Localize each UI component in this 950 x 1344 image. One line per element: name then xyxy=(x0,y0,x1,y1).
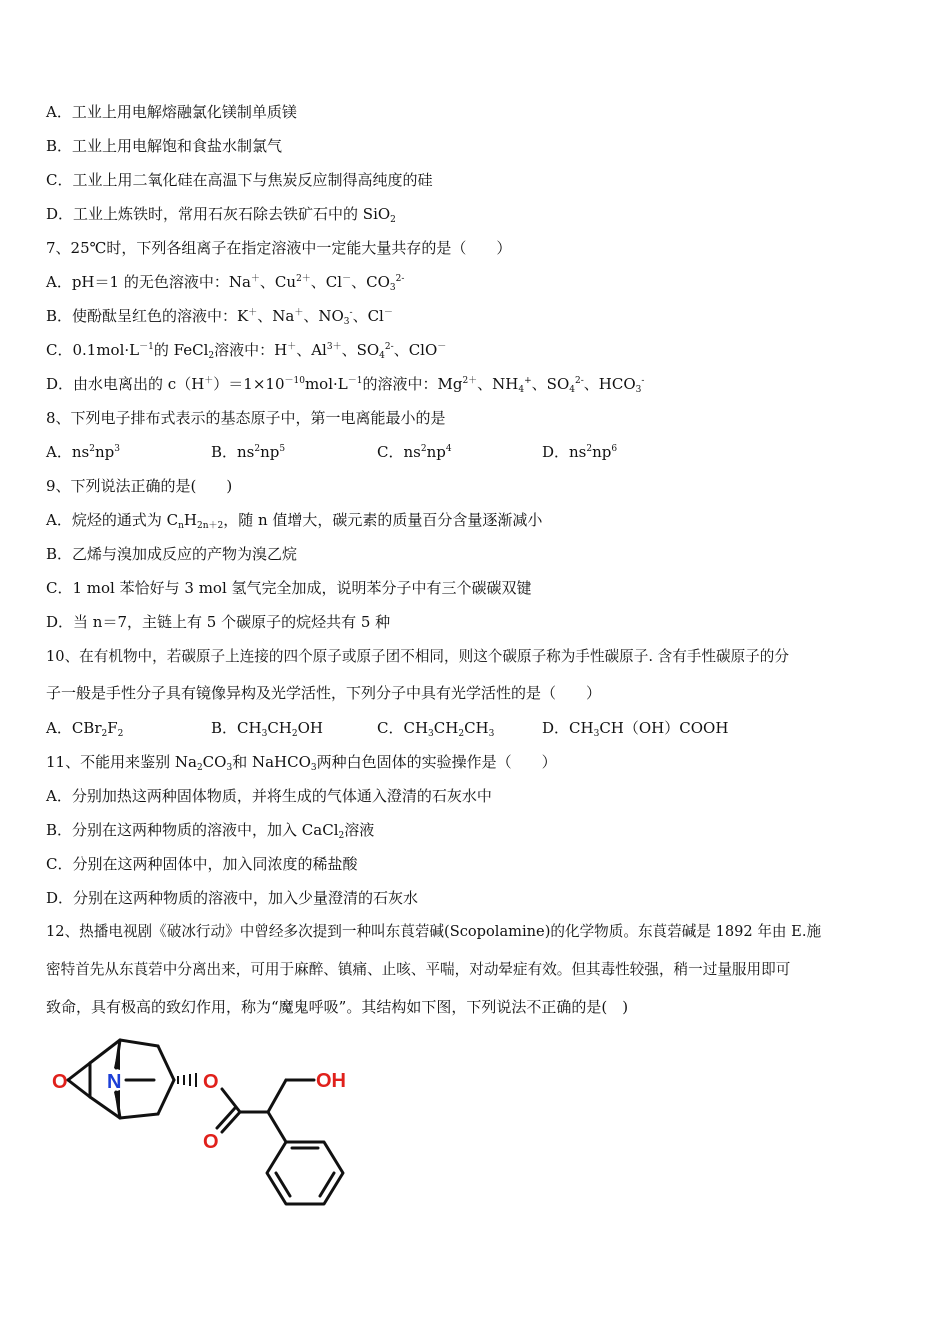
q12-stem-line1: 12、热播电视剧《破冰行动》中曾经多次提到一种叫东莨菪碱(Scopolamine)的化学物质。东莨菪碱是 1892 年由 E.施 xyxy=(46,923,822,940)
q11-option-d: D．分别在这两种物质的溶液中，加入少量澄清的石灰水 xyxy=(46,889,419,907)
hydroxyl-label: OH xyxy=(316,1070,346,1092)
q6-option-b: B．工业上用电解饱和食盐水制氯气 xyxy=(46,137,283,155)
q7-option-b: B．使酚酞呈红色的溶液中：K＋、Na＋、$NO_3^-$、Cl－ xyxy=(46,307,393,327)
q9-option-a: A．烷烃的通式为 $C_nH_{2n+2}$，随 n 值增大，碳元素的质量百分含量逐渐减小 xyxy=(46,511,543,531)
q11-option-b: B．分别在这两种物质的溶液中，加入 CaCl$_2$溶液 xyxy=(46,821,375,841)
ester-oxygen-label: O xyxy=(203,1071,219,1093)
q10-option-a: A．$CBr_2F_2$ xyxy=(46,719,124,739)
q7-option-d: D．由水电离出的 $c(H^+)=1\times 10^{-10}mol\cdot L^{-1}$的溶液中：$Mg^{2+}$、$NH_4^+$、$SO_4^{2-}$、$HCO_3^-$ xyxy=(46,375,645,395)
q6-option-c: C．工业上用二氧化硅在高温下与焦炭反应制得高纯度的硅 xyxy=(46,171,433,189)
q10-stem-line1: 10、在有机物中，若碳原子上连接的四个原子或原子团不相同，则这个碳原子称为手性碳原子. 含有手性碳原子的分 xyxy=(46,648,789,665)
q8-option-d: D．$ns^2np^6$ xyxy=(542,443,618,461)
q12-stem-line3: 致命，具有极高的致幻作用，称为“魔鬼呼吸”。其结构如下图，下列说法不正确的是( ) xyxy=(46,998,629,1016)
q8-option-a: A．$ns^2np^3$ xyxy=(46,443,120,461)
q10-option-c: C．$CH_3CH_2CH_3$ xyxy=(377,719,495,739)
q7-stem: 7、25℃时，下列各组离子在指定溶液中一定能大量共存的是（ ） xyxy=(46,239,512,257)
q11-option-c: C．分别在这两种固体中，加入同浓度的稀盐酸 xyxy=(46,855,358,873)
q10-option-b: B．$CH_3CH_2OH$ xyxy=(211,719,324,739)
q9-option-d: D．当 n＝7，主链上有 5 个碳原子的烷烃共有 5 种 xyxy=(46,613,391,631)
q10-stem-line2: 子一般是手性分子具有镜像异构及光学活性，下列分子中具有光学活性的是（ ） xyxy=(46,684,602,702)
nitrogen-label: N xyxy=(107,1071,122,1093)
q11-option-a: A．分别加热这两种固体物质，并将生成的气体通入澄清的石灰水中 xyxy=(46,787,492,805)
epoxide-oxygen-label: O xyxy=(52,1071,68,1093)
q12-stem-line2: 密特首先从东莨菪中分离出来，可用于麻醉、镇痛、止咳、平喘，对动晕症有效。但其毒性较强，稍一过量服用即可 xyxy=(46,961,791,978)
carbonyl-oxygen-label: O xyxy=(203,1131,219,1153)
q8-stem: 8、下列电子排布式表示的基态原子中，第一电离能最小的是 xyxy=(46,409,446,427)
q8-option-c: C．$ns^2np^4$ xyxy=(377,443,452,461)
q11-stem: 11、不能用来鉴别 $Na_2CO_3$和 NaHCO$_3$两种白色固体的实验操作是（ ） xyxy=(46,753,557,773)
q7-option-c: C．$0.1mol\cdot L^{-1}$的 FeCl$_2$溶液中：H＋、$Al^{3+}$、$SO_4^{2-}$、ClO－ xyxy=(46,341,447,361)
q10-option-d: D．$CH_3CH(OH)COOH$ xyxy=(542,719,729,739)
q6-option-d: D．工业上炼铁时，常用石灰石除去铁矿石中的 SiO$_2$ xyxy=(46,205,396,225)
q9-stem: 9、下列说法正确的是( ) xyxy=(46,477,233,495)
scopolamine-structure xyxy=(46,1030,356,1210)
q6-option-a: A．工业上用电解熔融氯化镁制单质镁 xyxy=(46,103,297,121)
q8-option-b: B．$ns^2np^5$ xyxy=(211,443,286,461)
q7-option-a: A．pH＝1 的无色溶液中：Na＋、$Cu^{2+}$、Cl－、$CO_3^{2-}$ xyxy=(46,273,405,293)
q9-option-c: C．1 mol 苯恰好与 3 mol 氢气完全加成，说明苯分子中有三个碳碳双键 xyxy=(46,579,532,597)
q9-option-b: B．乙烯与溴加成反应的产物为溴乙烷 xyxy=(46,545,298,563)
